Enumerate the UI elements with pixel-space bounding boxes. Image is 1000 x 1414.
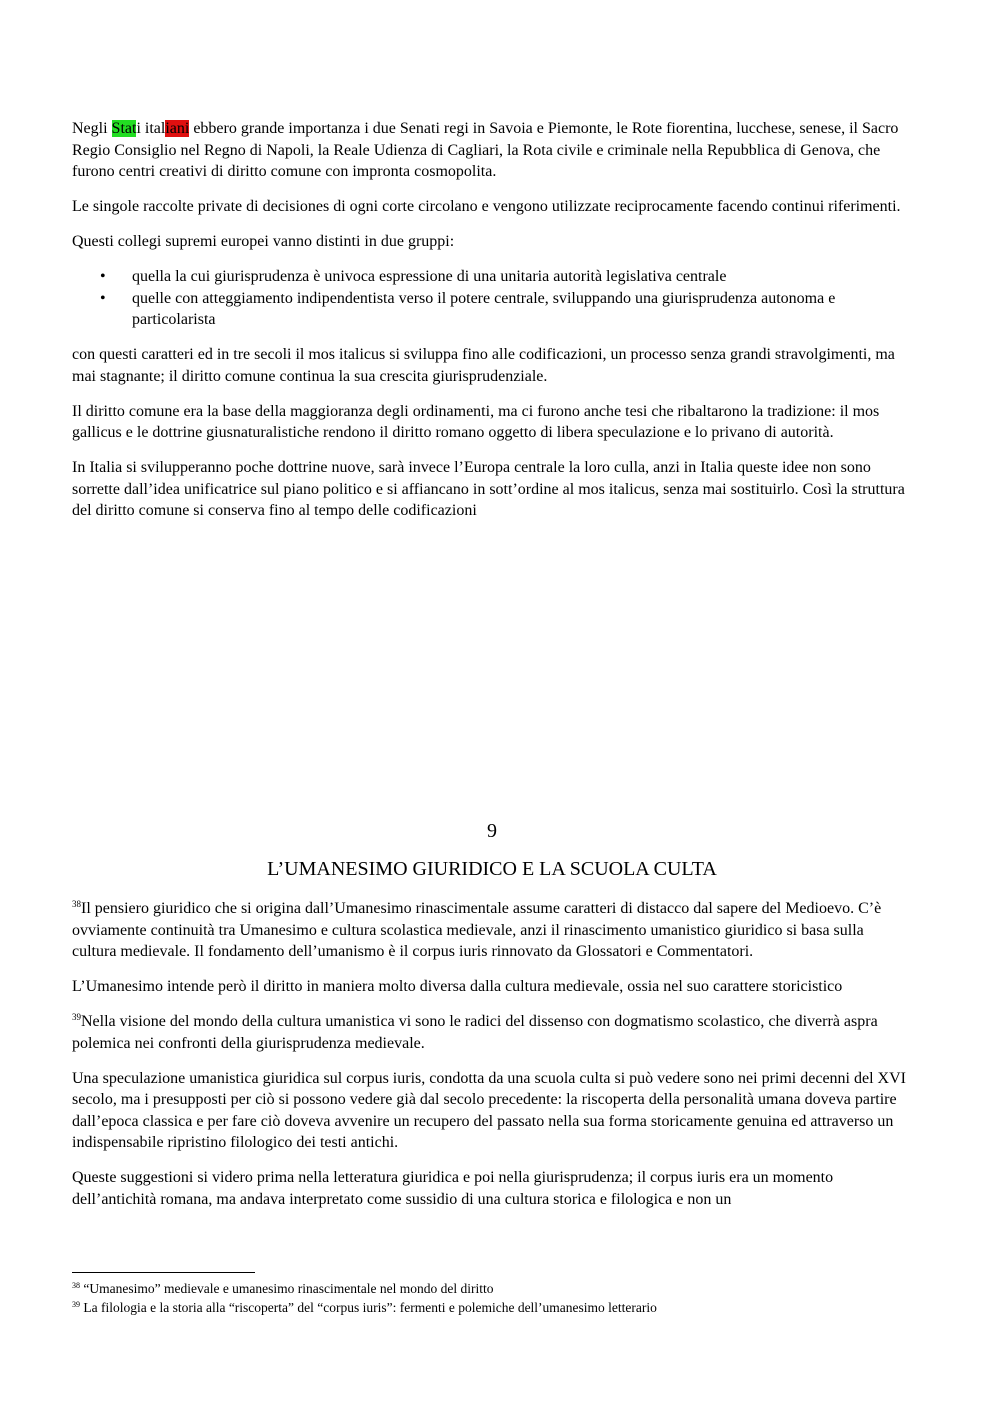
paragraph-suggestioni: Queste suggestioni si videro prima nella letteratura giuridica e poi nella giurisprudenza; il corpus iuris era un momento dell’antichità romana, ma andava interpretato come sussidio di una cultura storica e filologica e non un: [72, 1169, 834, 1208]
paragraph-stati-italiani: [72, 118, 912, 183]
footnote-number: 38: [72, 1281, 80, 1290]
chapter-heading: [72, 818, 912, 882]
chapter-number: 9: [487, 820, 497, 842]
text-run: i ital: [136, 120, 166, 137]
red-highlight: iani: [165, 120, 190, 137]
paragraph-raccolte: Le singole raccolte private di decisiones di ogni corte circolano e vengono utilizzate reciprocamente facendo continui riferimenti.: [72, 198, 901, 215]
list-item: [72, 288, 912, 331]
footnotes: [72, 1279, 912, 1317]
list-item-text: quella la cui giurisprudenza è univoca espressione di una unitaria autorità legislativa centrale: [132, 268, 727, 285]
bullet-icon: •: [100, 289, 106, 307]
section-2: [72, 898, 912, 1210]
chapter-title: L’UMANESIMO GIURIDICO E LA SCUOLA CULTA: [267, 858, 717, 880]
footnote-ref: 39: [72, 1012, 81, 1022]
paragraph-pensiero-giuridico: [72, 898, 912, 963]
list-item-text: quelle con atteggiamento indipendentista verso il potere centrale, sviluppando una giurisprudenza autonoma e particolarista: [132, 289, 836, 328]
bullet-icon: •: [100, 268, 106, 285]
footnote: [72, 1279, 912, 1298]
footnote-text: La filologia e la storia alla “riscoperta” del “corpus iuris”: fermenti e polemiche dell’umanesimo letterario: [80, 1300, 657, 1315]
footnote-text: “Umanesimo” medievale e umanesimo rinascimentale nel mondo del diritto: [80, 1281, 494, 1296]
paragraph-italia: In Italia si svilupperanno poche dottrine nuove, sarà invece l’Europa centrale la loro culla, anzi in Italia queste idee non sono sorrette dall’idea unificatrice sul piano politico e si affiancano in sott’ordine al mos italicus, senza mai sostituirlo. Così la struttura del diritto comune si conserva fino al tempo delle codificazioni: [72, 459, 905, 519]
paragraph-speculazione: Una speculazione umanistica giuridica sul corpus iuris, condotta da una scuola culta si può vedere sono nei primi decenni del XVI secolo, ma i presupposti per ciò si possono vedere già dal secolo precedente: la riscoperta della personalità umana doveva partire dall’epoca classica e per fare ciò doveva avvenire un recupero del passato nella sua forma storicamente genuina ed attraverso un indispensabile ripristino filologico dei testi antichi.: [72, 1069, 906, 1151]
paragraph-diritto-comune: Il diritto comune era la base della maggioranza degli ordinamenti, ma ci furono anche tesi che ribaltarono la tradizione: il mos gallicus e le dottrine giusnaturalistiche rendono il diritto romano oggetto di libera speculazione e lo privano di autorità.: [72, 402, 880, 441]
paragraph-collegi: Questi collegi supremi europei vanno distinti in due gruppi:: [72, 233, 455, 250]
paragraph-text: Nella visione del mondo della cultura umanistica vi sono le radici del dissenso con dogmatismo scolastico, che diverrà aspra polemica nei confronti della giurisprudenza medievale.: [72, 1013, 878, 1052]
green-highlight: Stat: [111, 120, 137, 137]
text-run: ebbero grande importanza i due Senati regi in Savoia e Piemonte, le Rote fiorentina, lucchese, senese, il Sacro Regio Consiglio nel Regno di Napoli, la Reale Udienza di Cagliari, la Rota civile e criminale nella Repubblica di Genova, che furono centri creativi di diritto comune con impronta cosmopolita.: [72, 120, 899, 180]
bullet-list: [72, 266, 912, 331]
section-1: [72, 118, 912, 522]
footnote-separator: [72, 1272, 255, 1273]
footnote-number: 39: [72, 1300, 80, 1309]
paragraph-visione: [72, 1011, 912, 1054]
paragraph-text: Il pensiero giuridico che si origina dall’Umanesimo rinascimentale assume caratteri di distacco dal sapere del Medioevo. C’è ovviamente continuità tra Umanesimo e cultura scolastica medievale, anzi il rinascimento umanistico giuridico si basa sulla cultura medievale. Il fondamento dell’umanismo è il corpus iuris rinnovato da Glossatori e Commentatori.: [72, 900, 882, 960]
footnote: [72, 1298, 912, 1317]
paragraph-umanesimo: L’Umanesimo intende però il diritto in maniera molto diversa dalla cultura medievale, ossia nel suo carattere storicistico: [72, 978, 843, 995]
text-run: Negli: [72, 120, 112, 137]
list-item: [72, 266, 912, 288]
footnote-ref: 38: [72, 899, 81, 909]
paragraph-mos-italicus: con questi caratteri ed in tre secoli il mos italicus si sviluppa fino alle codificazioni, un processo senza grandi stravolgimenti, ma mai stagnante; il diritto comune continua la sua crescita giurisprudenziale.: [72, 346, 895, 385]
